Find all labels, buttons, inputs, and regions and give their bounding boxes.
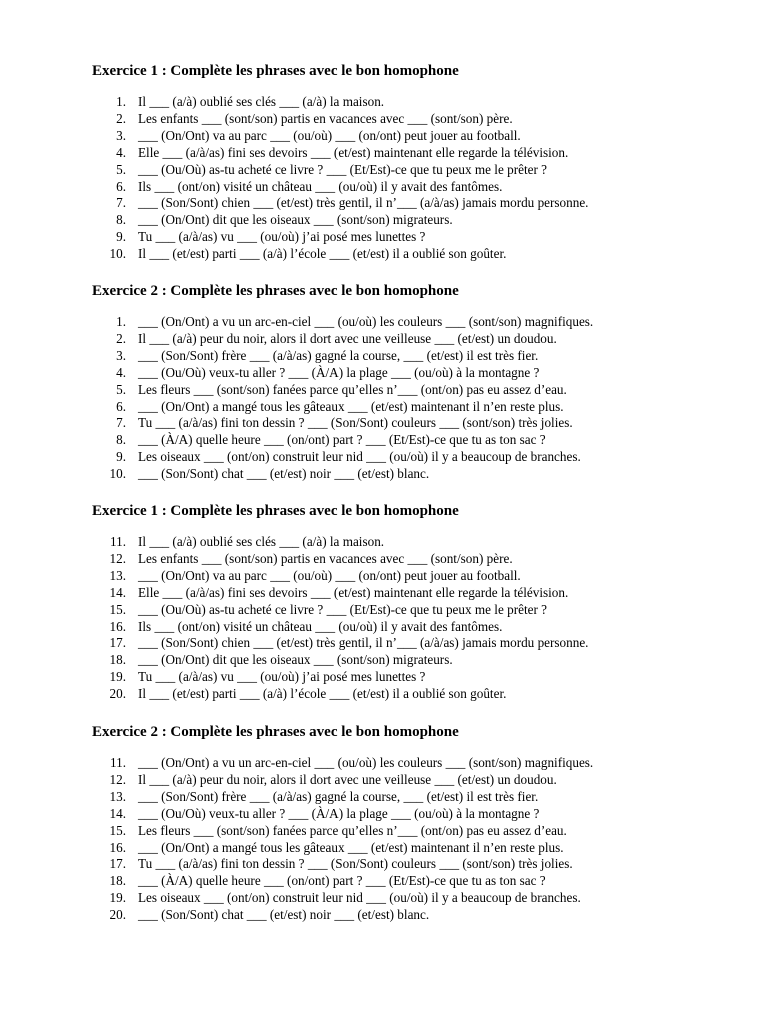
exercise-item [92, 755, 752, 772]
item-number: 5. [116, 381, 126, 397]
item-text: Les enfants ___ (sont/son) partis en vacances avec ___ (sont/son) père. [138, 110, 513, 126]
item-text: ___ (À/A) quelle heure ___ (on/ont) part ? ___ (Et/Est)-ce que tu as ton sac ? [138, 873, 546, 889]
item-text: ___ (Son/Sont) frère ___ (a/à/as) gagné la course, ___ (et/est) il est très fier. [138, 788, 539, 804]
item-text: Tu ___ (a/à/as) vu ___ (ou/où) j’ai posé mes lunettes ? [138, 229, 426, 245]
item-number: 13. [109, 567, 126, 583]
item-number: 18. [109, 873, 126, 889]
exercise-item [92, 212, 752, 229]
item-number: 9. [116, 449, 126, 465]
exercise-item [92, 415, 752, 432]
item-number: 14. [109, 805, 126, 821]
item-number: 1. [116, 94, 126, 109]
exercise-item [92, 789, 752, 806]
item-text: ___ (On/Ont) a mangé tous les gâteaux ___ (et/est) maintenant il n’en reste plus. [138, 398, 564, 414]
exercise-section-3 [92, 502, 752, 703]
item-number: 6. [116, 398, 126, 414]
item-number: 11. [110, 534, 126, 549]
exercise-item [92, 534, 752, 551]
item-number: 15. [109, 822, 126, 838]
item-text: Il ___ (a/à) peur du noir, alors il dort avec une veilleuse ___ (et/est) un doudou. [138, 771, 557, 787]
exercise-item [92, 669, 752, 686]
item-text: Tu ___ (a/à/as) fini ton dessin ? ___ (Son/Sont) couleurs ___ (sont/son) très jolies. [138, 415, 573, 431]
item-number: 15. [109, 601, 126, 617]
item-number: 7. [116, 415, 126, 431]
item-text: Les fleurs ___ (sont/son) fanées parce qu’elles n’___ (ont/on) pas eu assez d’eau. [138, 822, 567, 838]
exercise-list [92, 755, 752, 924]
item-text: ___ (On/Ont) dit que les oiseaux ___ (sont/son) migrateurs. [138, 652, 453, 668]
item-text: ___ (Ou/Où) as-tu acheté ce livre ? ___ (Et/Est)-ce que tu peux me le prêter ? [138, 161, 548, 177]
exercise-item [92, 365, 752, 382]
exercise-item [92, 585, 752, 602]
item-number: 4. [116, 144, 126, 160]
item-number: 3. [116, 127, 126, 143]
item-number: 20. [109, 907, 126, 923]
exercise-item [92, 823, 752, 840]
item-number: 17. [109, 856, 126, 872]
item-text: ___ (Ou/Où) veux-tu aller ? ___ (À/A) la plage ___ (ou/où) à la montagne ? [138, 364, 540, 380]
exercise-item [92, 907, 752, 924]
exercise-item [92, 806, 752, 823]
exercise-list [92, 314, 752, 483]
item-text: ___ (Son/Sont) frère ___ (a/à/as) gagné la course, ___ (et/est) il est très fier. [138, 347, 539, 363]
exercise-item [92, 145, 752, 162]
exercise-title: Exercice 1 : Complète les phrases avec le bon homophone [92, 503, 459, 519]
item-text: Il ___ (a/à) oublié ses clés ___ (a/à) la maison. [138, 534, 385, 549]
item-text: ___ (On/Ont) a mangé tous les gâteaux ___ (et/est) maintenant il n’en reste plus. [138, 839, 564, 855]
item-number: 18. [109, 652, 126, 668]
item-number: 12. [109, 550, 126, 566]
exercise-item [92, 551, 752, 568]
exercise-title: Exercice 1 : Complète les phrases avec le bon homophone [92, 63, 459, 79]
item-number: 16. [109, 839, 126, 855]
item-text: Il ___ (a/à) peur du noir, alors il dort avec une veilleuse ___ (et/est) un doudou. [138, 330, 557, 346]
exercise-item [92, 128, 752, 145]
exercise-item [92, 890, 752, 907]
item-number: 9. [116, 229, 126, 245]
exercise-section-1 [92, 62, 752, 263]
exercise-item [92, 229, 752, 246]
item-text: Il ___ (a/à) oublié ses clés ___ (a/à) la maison. [138, 94, 385, 109]
exercise-item [92, 619, 752, 636]
item-number: 10. [109, 246, 126, 262]
exercise-list [92, 534, 752, 703]
exercise-item [92, 568, 752, 585]
exercise-item [92, 856, 752, 873]
exercise-item [92, 432, 752, 449]
item-text: ___ (À/A) quelle heure ___ (on/ont) part ? ___ (Et/Est)-ce que tu as ton sac ? [138, 432, 546, 448]
exercise-title: Exercice 2 : Complète les phrases avec le bon homophone [92, 283, 459, 299]
item-number: 11. [110, 755, 126, 770]
item-text: Les enfants ___ (sont/son) partis en vacances avec ___ (sont/son) père. [138, 550, 513, 566]
exercise-item [92, 466, 752, 483]
item-text: ___ (Ou/Où) as-tu acheté ce livre ? ___ (Et/Est)-ce que tu peux me le prêter ? [138, 601, 548, 617]
item-text: Les fleurs ___ (sont/son) fanées parce qu’elles n’___ (ont/on) pas eu assez d’eau. [138, 381, 567, 397]
exercise-item [92, 382, 752, 399]
exercise-item [92, 635, 752, 652]
exercise-item [92, 348, 752, 365]
item-text: ___ (On/Ont) dit que les oiseaux ___ (sont/son) migrateurs. [138, 212, 453, 228]
exercise-item [92, 246, 752, 263]
item-text: ___ (Son/Sont) chien ___ (et/est) très gentil, il n’___ (a/à/as) jamais mordu personne. [138, 635, 589, 651]
item-number: 19. [109, 890, 126, 906]
item-number: 19. [109, 669, 126, 685]
item-number: 8. [116, 432, 126, 448]
exercise-section-2 [92, 282, 752, 483]
item-text: Tu ___ (a/à/as) fini ton dessin ? ___ (Son/Sont) couleurs ___ (sont/son) très jolies. [138, 856, 573, 872]
exercise-item [92, 111, 752, 128]
exercise-item [92, 449, 752, 466]
item-number: 20. [109, 686, 126, 702]
item-number: 7. [116, 195, 126, 211]
exercise-item [92, 840, 752, 857]
item-number: 12. [109, 771, 126, 787]
item-text: ___ (Son/Sont) chien ___ (et/est) très gentil, il n’___ (a/à/as) jamais mordu personne. [138, 195, 589, 211]
item-number: 2. [116, 110, 126, 126]
item-text: ___ (Ou/Où) veux-tu aller ? ___ (À/A) la plage ___ (ou/où) à la montagne ? [138, 805, 540, 821]
exercise-item [92, 772, 752, 789]
item-text: Il ___ (et/est) parti ___ (a/à) l’école ___ (et/est) il a oublié son goûter. [138, 246, 507, 262]
item-number: 14. [109, 584, 126, 600]
exercise-item [92, 195, 752, 212]
item-text: Les oiseaux ___ (ont/on) construit leur nid ___ (ou/où) il y a beaucoup de branches. [138, 890, 581, 906]
exercise-item [92, 399, 752, 416]
exercise-item [92, 331, 752, 348]
item-number: 17. [109, 635, 126, 651]
item-text: ___ (On/Ont) a vu un arc-en-ciel ___ (ou/où) les couleurs ___ (sont/son) magnifiques. [138, 314, 594, 329]
item-text: ___ (Son/Sont) chat ___ (et/est) noir ___ (et/est) blanc. [138, 907, 430, 923]
item-text: ___ (On/Ont) va au parc ___ (ou/où) ___ (on/ont) peut jouer au football. [138, 567, 521, 583]
item-number: 2. [116, 330, 126, 346]
item-text: Il ___ (et/est) parti ___ (a/à) l’école ___ (et/est) il a oublié son goûter. [138, 686, 507, 702]
exercise-item [92, 652, 752, 669]
exercise-item [92, 686, 752, 703]
item-number: 16. [109, 618, 126, 634]
exercise-item [92, 179, 752, 196]
exercise-section-4 [92, 723, 752, 924]
item-number: 6. [116, 178, 126, 194]
exercise-list [92, 94, 752, 263]
item-number: 8. [116, 212, 126, 228]
item-text: ___ (Son/Sont) chat ___ (et/est) noir ___ (et/est) blanc. [138, 466, 430, 482]
item-number: 1. [116, 314, 126, 329]
item-text: Elle ___ (a/à/as) fini ses devoirs ___ (et/est) maintenant elle regarde la télévision. [138, 144, 569, 160]
item-text: Les oiseaux ___ (ont/on) construit leur nid ___ (ou/où) il y a beaucoup de branches. [138, 449, 581, 465]
item-text: Elle ___ (a/à/as) fini ses devoirs ___ (et/est) maintenant elle regarde la télévision. [138, 584, 569, 600]
exercise-item [92, 162, 752, 179]
item-text: ___ (On/Ont) a vu un arc-en-ciel ___ (ou/où) les couleurs ___ (sont/son) magnifiques. [138, 755, 594, 770]
item-text: Ils ___ (ont/on) visité un château ___ (ou/où) il y avait des fantômes. [138, 618, 503, 634]
item-number: 5. [116, 161, 126, 177]
item-text: Ils ___ (ont/on) visité un château ___ (ou/où) il y avait des fantômes. [138, 178, 503, 194]
exercise-item [92, 602, 752, 619]
item-number: 3. [116, 347, 126, 363]
item-number: 4. [116, 364, 126, 380]
item-number: 10. [109, 466, 126, 482]
item-text: Tu ___ (a/à/as) vu ___ (ou/où) j’ai posé mes lunettes ? [138, 669, 426, 685]
exercise-item [92, 873, 752, 890]
exercise-item [92, 314, 752, 331]
item-number: 13. [109, 788, 126, 804]
exercise-item [92, 94, 752, 111]
exercise-title: Exercice 2 : Complète les phrases avec le bon homophone [92, 724, 459, 740]
item-text: ___ (On/Ont) va au parc ___ (ou/où) ___ (on/ont) peut jouer au football. [138, 127, 521, 143]
